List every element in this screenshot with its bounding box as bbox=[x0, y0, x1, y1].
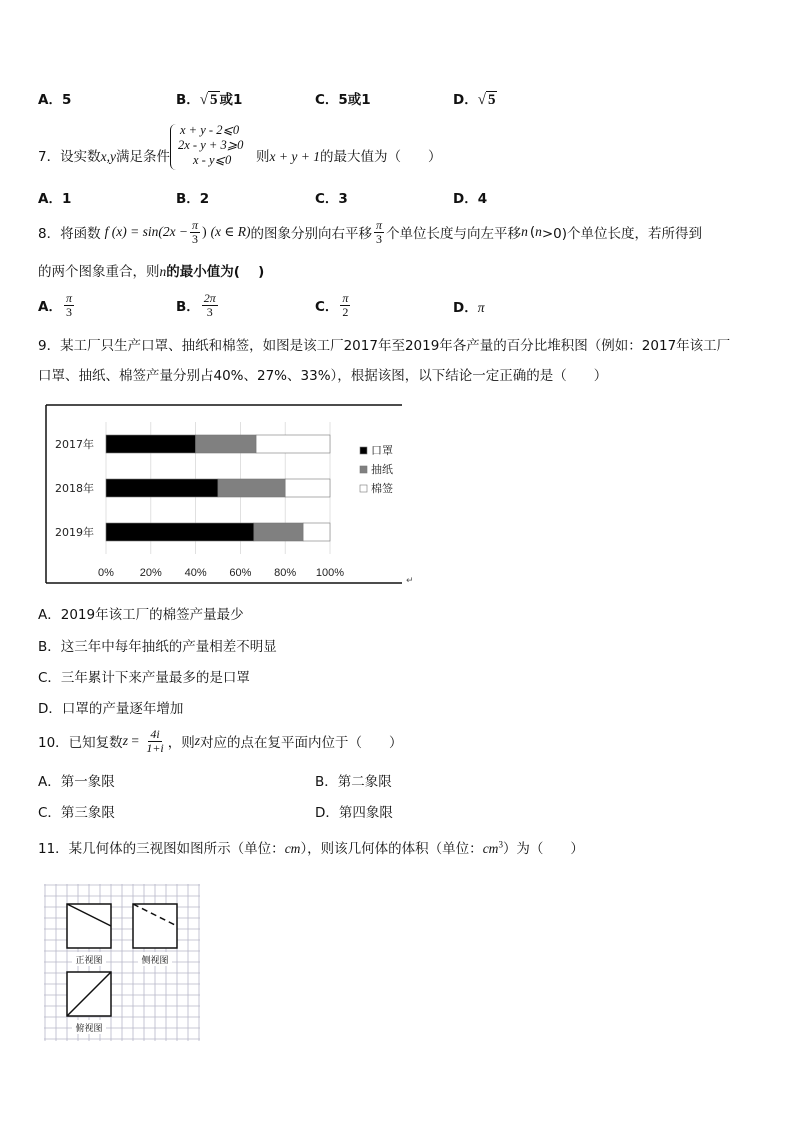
category-label: 2017年 bbox=[55, 438, 94, 451]
q6-option-d: D．√ 5 bbox=[453, 92, 496, 108]
legend-label: 棉签 bbox=[371, 482, 393, 495]
q8-stem-line2: 的两个图象重合，则n的最小值为( ) bbox=[38, 264, 265, 280]
q11-stem: 11．某几何体的三视图如图所示（单位：cm），则该几何体的体积（单位：$cm^3$）为（ ） bbox=[38, 839, 584, 857]
q7-option-a: A．1 bbox=[38, 191, 72, 207]
q8-option-a: A． $\frac{\pi}{3}$ bbox=[38, 290, 72, 319]
front-view bbox=[67, 904, 111, 948]
fraction: $\frac{4i}{1+i}$ bbox=[146, 726, 164, 755]
x-tick-label: 20% bbox=[139, 567, 162, 579]
q6-option-a: A．5 bbox=[38, 92, 72, 108]
q10-option-c: C．第三象限 bbox=[38, 805, 115, 821]
q8-stem-line1: 8．将函数 f (x) = sin(2x − $\frac{\pi}{3}$ ) (x ∈ R) 的图象分别向右平移 $\frac{\pi}{3}$ 个单位长度与向左平移 n ( n >0)个单位长度，若所得到 bbox=[38, 217, 703, 246]
q8-option-d: D．π bbox=[453, 300, 485, 316]
q9-option-b: B．这三年中每年抽纸的产量相差不明显 bbox=[38, 639, 277, 655]
category-label: 2019年 bbox=[55, 526, 94, 539]
x-tick-label: 40% bbox=[184, 567, 207, 579]
q9-stem-line1: 9．某工厂只生产口罩、抽纸和棉签，如图是该工厂2017年至2019年各产量的百分比堆积图（例如：2017年该工厂 bbox=[38, 338, 731, 354]
q9-option-d: D．口罩的产量逐年增加 bbox=[38, 701, 184, 717]
sqrt-symbol: √ 5 bbox=[477, 92, 496, 108]
bar-segment bbox=[303, 523, 330, 541]
q7-option-c: C．3 bbox=[315, 191, 348, 207]
bar-segment bbox=[285, 479, 330, 497]
top-view-label: 俯视图 bbox=[75, 1024, 103, 1034]
legend-swatch bbox=[360, 466, 367, 473]
q10-option-d: D．第四象限 bbox=[315, 805, 393, 821]
legend-swatch bbox=[360, 485, 367, 492]
bar-segment bbox=[196, 435, 256, 453]
bar-segment bbox=[218, 479, 285, 497]
sqrt-symbol: √ 5 bbox=[199, 92, 218, 108]
fraction: $\frac{\pi}{3}$ bbox=[376, 217, 383, 246]
side-view bbox=[133, 904, 177, 948]
q7-stem: 7．设实数x,y满足条件 bbox=[38, 149, 170, 165]
q10-option-a: A．第一象限 bbox=[38, 774, 115, 790]
bar-segment bbox=[256, 435, 330, 453]
bar-segment bbox=[254, 523, 303, 541]
x-tick-label: 80% bbox=[274, 567, 297, 579]
q10-stem: 10．已知复数 z = $\frac{4i}{1+i}$ ，则 z 对应的点在复平面内位于（ ） bbox=[38, 726, 403, 755]
legend-label: 抽纸 bbox=[371, 463, 393, 476]
q6-option-b: B．√ 5 或1 bbox=[176, 92, 243, 108]
legend-swatch bbox=[360, 447, 367, 454]
q9-stem-line2: 口罩、抽纸、棉签产量分别占40%、27%、33%），根据该图，以下结论一定正确的是（ ） bbox=[38, 368, 608, 384]
q7-option-b: B．2 bbox=[176, 191, 210, 207]
x-tick-label: 100% bbox=[315, 567, 345, 579]
q7-option-d: D．4 bbox=[453, 191, 488, 207]
q10-option-b: B．第二象限 bbox=[315, 774, 392, 790]
x-tick-label: 60% bbox=[229, 567, 252, 579]
q8-option-b: B． $\frac{2\pi}{3}$ bbox=[176, 290, 216, 319]
category-label: 2018年 bbox=[55, 482, 94, 495]
q7-constraint-2: 2x - y + 3⩾0 bbox=[178, 138, 244, 152]
bar-segment bbox=[106, 523, 254, 541]
q7-constraint-1: x + y - 2⩽0 bbox=[180, 123, 240, 137]
top-view bbox=[67, 972, 111, 1016]
q7-constraint-3: x - y⩽0 bbox=[193, 153, 232, 167]
side-view-label: 侧视图 bbox=[141, 956, 169, 966]
q9-option-c: C．三年累计下来产量最多的是口罩 bbox=[38, 670, 250, 686]
front-view-label: 正视图 bbox=[75, 956, 103, 966]
q7-stem-tail: 则x + y + 1的最大值为（ ） bbox=[256, 149, 442, 165]
bar-segment bbox=[106, 435, 196, 453]
legend-label: 口罩 bbox=[371, 444, 393, 457]
q6-option-c: C．5或1 bbox=[315, 92, 371, 108]
bar-segment bbox=[106, 479, 218, 497]
q8-option-c: C． $\frac{\pi}{2}$ bbox=[315, 290, 349, 319]
x-tick-label: 0% bbox=[98, 567, 114, 579]
q9-option-a: A．2019年该工厂的棉签产量最少 bbox=[38, 607, 244, 623]
fraction: $\frac{\pi}{3}$ bbox=[192, 217, 199, 246]
three-view-figure bbox=[42, 882, 202, 1044]
return-mark: ↵ bbox=[406, 576, 414, 586]
stacked-bar-chart bbox=[44, 402, 424, 588]
